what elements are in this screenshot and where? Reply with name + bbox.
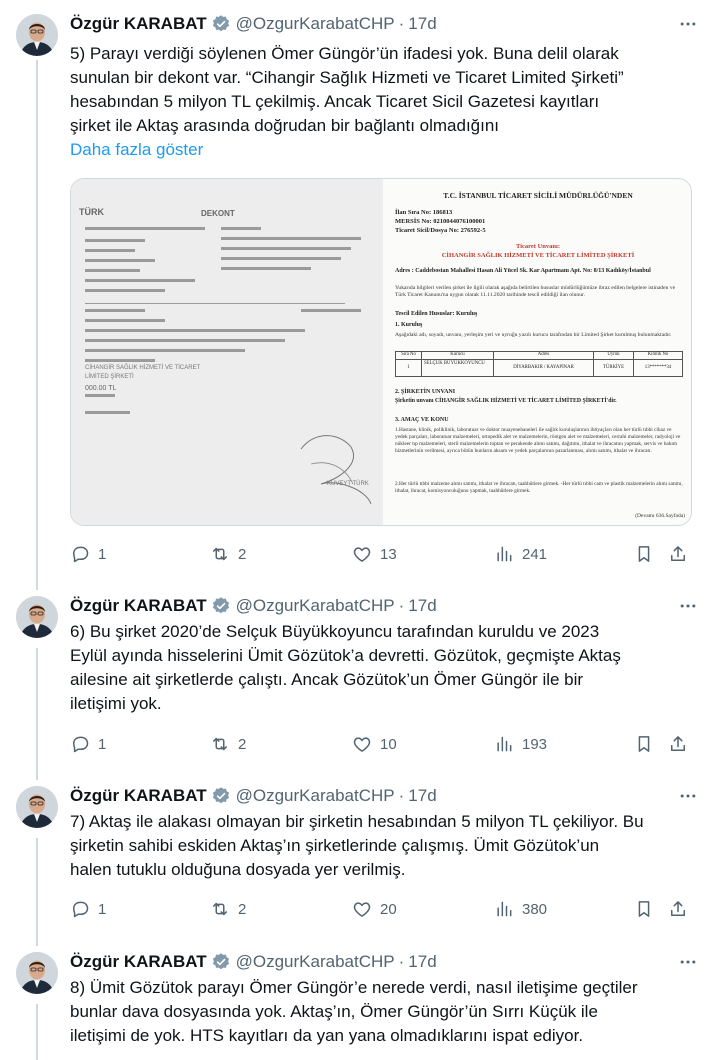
author-handle[interactable]: @OzgurKarabatCHP: [235, 952, 395, 971]
table-cell: DİYARBAKIR / KAYAPINAR: [494, 360, 594, 376]
separator-dot: ·: [398, 786, 405, 805]
trade-registry-gazette-image: [383, 179, 692, 526]
receipt-header-left: TÜRK: [79, 207, 104, 217]
show-more-link[interactable]: Daha fazla göster: [70, 140, 204, 159]
gazette-footer: (Devamı 636.Sayfada): [635, 513, 685, 519]
receipt-company-line: LİMİTED ŞİRKETİ: [85, 374, 134, 380]
retweet-icon: [210, 734, 230, 754]
separator-dot: ·: [398, 596, 405, 615]
tweet-header: [70, 594, 437, 618]
share-icon: [668, 899, 688, 919]
tweet-text: [70, 42, 710, 138]
like-count: 13: [380, 545, 397, 563]
retweet-button[interactable]: [210, 897, 246, 921]
gazette-amac-text: 1.Hastane, klinik, poliklinik, laboratuar ve doktor muayenehaneleri ile sağlık kuruluşlarının ihtiyaçları olan her türlü tıbbi cihaz ve yedek parçaları, laboratuar malzemeleri, ortopedik alet ve malzemelerin, röntgen alet ve malzemeleri, cerrahi malzemeler, radyoloji ve nükleer tıp malzemeleri, steril malzemelerin toptan ve perakende alımı satımı, dağıtımı, ithalat ve ihracatını yapmak, servis ve bakım hizmetlerinin verilmesi, ayrıca bütün bunların aksam ve yedek parçalarının pazarlanması, alımı satımı, ithalat ve ihracatı.: [395, 427, 681, 454]
avatar[interactable]: [16, 596, 58, 638]
avatar[interactable]: [16, 952, 58, 994]
gazette-kurulus: 1. Kuruluş: [395, 322, 423, 328]
tweet-text-line: 8) Ümit Gözütok parayı Ömer Güngör’e nerede verdi, nasıl iletişime geçtiler: [70, 978, 638, 997]
tweet-actions: [70, 897, 700, 921]
retweet-count: 2: [238, 735, 247, 753]
share-button[interactable]: [668, 542, 688, 566]
view-count: 193: [522, 735, 548, 753]
share-icon: [668, 734, 688, 754]
views-button[interactable]: [494, 897, 547, 921]
reply-button[interactable]: [70, 897, 106, 921]
views-icon: [494, 544, 514, 564]
view-count: 241: [522, 545, 548, 563]
bookmark-button[interactable]: [634, 897, 654, 921]
gazette-unvan: CİHANGİR SAĞLIK HİZMETİ VE TİCARET LİMİTED ŞİRKETİ: [441, 252, 635, 259]
views-icon: [494, 734, 514, 754]
bank-receipt-image: [71, 179, 381, 526]
table-cell: SELÇUK BÜYÜKKOYUNCU: [422, 360, 494, 376]
gazette-title: T.C. İSTANBUL TİCARET SİCİLİ MÜDÜRLÜĞÜ'NDEN: [443, 191, 633, 200]
more-icon[interactable]: [678, 784, 698, 808]
tweet[interactable]: [0, 12, 724, 582]
retweet-count: 2: [238, 900, 247, 918]
more-icon[interactable]: [678, 950, 698, 974]
gazette-unvan-label: Ticaret Unvanı:: [516, 243, 560, 250]
verified-badge-icon: [211, 786, 231, 806]
views-icon: [494, 899, 514, 919]
like-icon: [352, 734, 372, 754]
table-header: Sıra No: [396, 352, 422, 359]
views-button[interactable]: [494, 732, 547, 756]
author-name[interactable]: Özgür KARABAT: [70, 14, 207, 33]
verified-badge-icon: [211, 14, 231, 34]
more-icon[interactable]: [678, 12, 698, 36]
avatar[interactable]: [16, 786, 58, 828]
like-button[interactable]: [352, 542, 397, 566]
receipt-stamp: KUVEYT TÜRK: [327, 481, 369, 487]
tweet-text-line: ailesine ait şirketlerde çalıştı. Ancak Gözütok’un Ömer Güngör ile bir: [70, 670, 584, 689]
like-button[interactable]: [352, 897, 397, 921]
receipt-company-line: CİHANGİR SAĞLIK HİZMETİ VE TİCARET: [85, 365, 201, 371]
table-header: Kimlik No: [647, 352, 669, 357]
separator-dot: ·: [398, 14, 405, 33]
share-button[interactable]: [668, 897, 688, 921]
gazette-sicil: Ticaret Sicil/Dosya No: 276592-5: [395, 227, 486, 234]
tweet-text-line: 5) Parayı verdiği söylenen Ömer Güngör’ün ifadesi yok. Buna delil olarak: [70, 44, 619, 63]
timestamp[interactable]: 17d: [408, 14, 437, 33]
reply-count: 1: [98, 545, 107, 563]
retweet-button[interactable]: [210, 542, 246, 566]
bookmark-icon: [634, 899, 654, 919]
bookmark-icon: [634, 544, 654, 564]
like-count: 20: [380, 900, 397, 918]
tweet-text-line: iletişimi yok.: [70, 694, 162, 713]
timestamp[interactable]: 17d: [408, 952, 437, 971]
tweet-text-line: Eylül ayında hisselerini Ümit Gözütok’a devretti. Gözütok, geçmişte Aktaş: [70, 646, 621, 665]
author-name[interactable]: Özgür KARABAT: [70, 596, 207, 615]
tweet-text-line: iletişimi de yok. HTS kayıtları da yan yana olmadıklarını ispat ediyor.: [70, 1026, 584, 1045]
bookmark-button[interactable]: [634, 542, 654, 566]
author-name[interactable]: Özgür KARABAT: [70, 952, 207, 971]
table-header: Uyruk: [594, 352, 634, 359]
tweet-text: [70, 810, 710, 882]
tweet-media[interactable]: [70, 178, 692, 526]
reply-icon: [70, 734, 90, 754]
tweet[interactable]: [0, 950, 724, 1060]
verified-badge-icon: [211, 596, 231, 616]
reply-count: 1: [98, 735, 107, 753]
gazette-sirketin-unvani-text: Şirketin unvanı CİHANGİR SAĞLIK HİZMETİ VE TİCARET LİMİTED ŞİRKETİ'dir.: [395, 398, 617, 404]
receipt-header-right: DEKONT: [201, 209, 235, 218]
reply-button[interactable]: [70, 542, 106, 566]
tweet[interactable]: [0, 784, 724, 924]
gazette-intro: Yukarıda bilgileri verilen şirket ile ilgili olarak aşağıda belirtilen hususlar müdürlüğümüze ibraz edilen belgelere istinaden ve Türk Ticaret Kanunu'na uygun olarak 11.11.2020 tarihinde tescil edildiği ilan olunur.: [395, 285, 676, 299]
tweet-header: [70, 784, 437, 808]
gazette-tescil: Tescil Edilen Hususlar: Kuruluş: [395, 311, 478, 317]
retweet-icon: [210, 899, 230, 919]
views-button[interactable]: [494, 542, 547, 566]
tweet-text-line: şirketin sahibi eskiden Aktaş’ın şirketlerinde çalışmış. Ümit Gözütok’un: [70, 836, 600, 855]
receipt-amount: 000.00 TL: [85, 385, 117, 392]
gazette-amac-text-2: 2.Her türlü tıbbi malzeme alımı satımı, ithalat ve ihracatı, taahhütlere girmek. -Her türlü tıbbi cam ve plastik malzemelerin alımı satımı, ithalat, ihracat, komisyonculuğunu yapmak, taahhütlere girmek.: [395, 481, 683, 494]
share-icon: [668, 544, 688, 564]
author-handle[interactable]: @OzgurKarabatCHP: [235, 14, 395, 33]
gazette-ilan-sira: İlan Sıra No: 186813: [395, 209, 453, 216]
like-count: 10: [380, 735, 397, 753]
author-handle[interactable]: @OzgurKarabatCHP: [235, 596, 395, 615]
avatar[interactable]: [16, 14, 58, 56]
tweet-actions: [70, 542, 700, 566]
tweet-text-line: şirket ile Aktaş arasında doğrudan bir bağlantı olmadığını: [70, 116, 500, 135]
gazette-kurulus-text: Aşağıdaki adı, soyadı, unvanı, yerleşim yeri ve uyruğu yazılı kurucu tarafından bir Limited Şirket kurulmuş bulunmaktadır.: [395, 332, 672, 338]
tweet-text-line: halen tutuklu olduğuna dosyada yer verilmiş.: [70, 860, 406, 879]
author-handle[interactable]: @OzgurKarabatCHP: [235, 786, 395, 805]
bookmark-icon: [634, 734, 654, 754]
tweet-header: [70, 12, 437, 36]
gazette-sirketin-unvani: 2. ŞİRKETİN UNVANI: [395, 389, 456, 395]
separator-dot: ·: [398, 952, 405, 971]
author-name[interactable]: Özgür KARABAT: [70, 786, 207, 805]
like-button[interactable]: [352, 732, 397, 756]
tweet-text-line: 7) Aktaş ile alakası olmayan bir şirketin hesabından 5 milyon TL çekiliyor. Bu: [70, 812, 644, 831]
table-cell: TÜRKİYE: [594, 360, 634, 376]
reply-button[interactable]: [70, 732, 106, 756]
table-header: Adres: [494, 352, 594, 359]
tweet[interactable]: [0, 594, 724, 759]
tweet-actions: [70, 732, 700, 756]
tweet-text: [70, 620, 710, 716]
retweet-icon: [210, 544, 230, 564]
view-count: 380: [522, 900, 548, 918]
tweet-text-line: bunlar dava dosyasında yok. Aktaş’ın, Ömer Güngör’ün Sırrı Küçük ile: [70, 1002, 598, 1021]
retweet-count: 2: [238, 545, 247, 563]
tweet-text-line: 6) Bu şirket 2020’de Selçuk Büyükkoyuncu tarafından kuruldu ve 2023: [70, 622, 600, 641]
retweet-button[interactable]: [210, 732, 246, 756]
table-header: Kurucu: [422, 352, 494, 359]
like-icon: [352, 899, 372, 919]
more-icon[interactable]: [678, 594, 698, 618]
like-icon: [352, 544, 372, 564]
share-button[interactable]: [668, 732, 688, 756]
tweet-text: [70, 976, 710, 1048]
tweet-text-line: hesabından 5 milyon TL çekilmiş. Ancak Ticaret Sicil Gazetesi kayıtları: [70, 92, 600, 111]
timestamp[interactable]: 17d: [408, 786, 437, 805]
table-cell: 1: [396, 360, 422, 376]
tweet-header: [70, 950, 437, 974]
reply-count: 1: [98, 900, 107, 918]
verified-badge-icon: [211, 952, 231, 972]
gazette-mersis: MERSİS No: 0210044076100001: [395, 218, 486, 225]
bookmark-button[interactable]: [634, 732, 654, 756]
table-cell: 13*******34: [644, 365, 672, 370]
gazette-amac: 3. AMAÇ VE KONU: [395, 417, 449, 423]
tweet-text-line: sunulan bir dekont var. “Cihangir Sağlık Hizmeti ve Ticaret Limited Şirketi”: [70, 68, 624, 87]
timestamp[interactable]: 17d: [408, 596, 437, 615]
founder-table: [395, 351, 683, 377]
gazette-address: Adres : Caddebostan Mahallesi Hasan Ali Yücel Sk. Kar Apartmanı Apt. No: 8/13 Kadıköy/İstanbul: [395, 268, 651, 274]
reply-icon: [70, 899, 90, 919]
reply-icon: [70, 544, 90, 564]
